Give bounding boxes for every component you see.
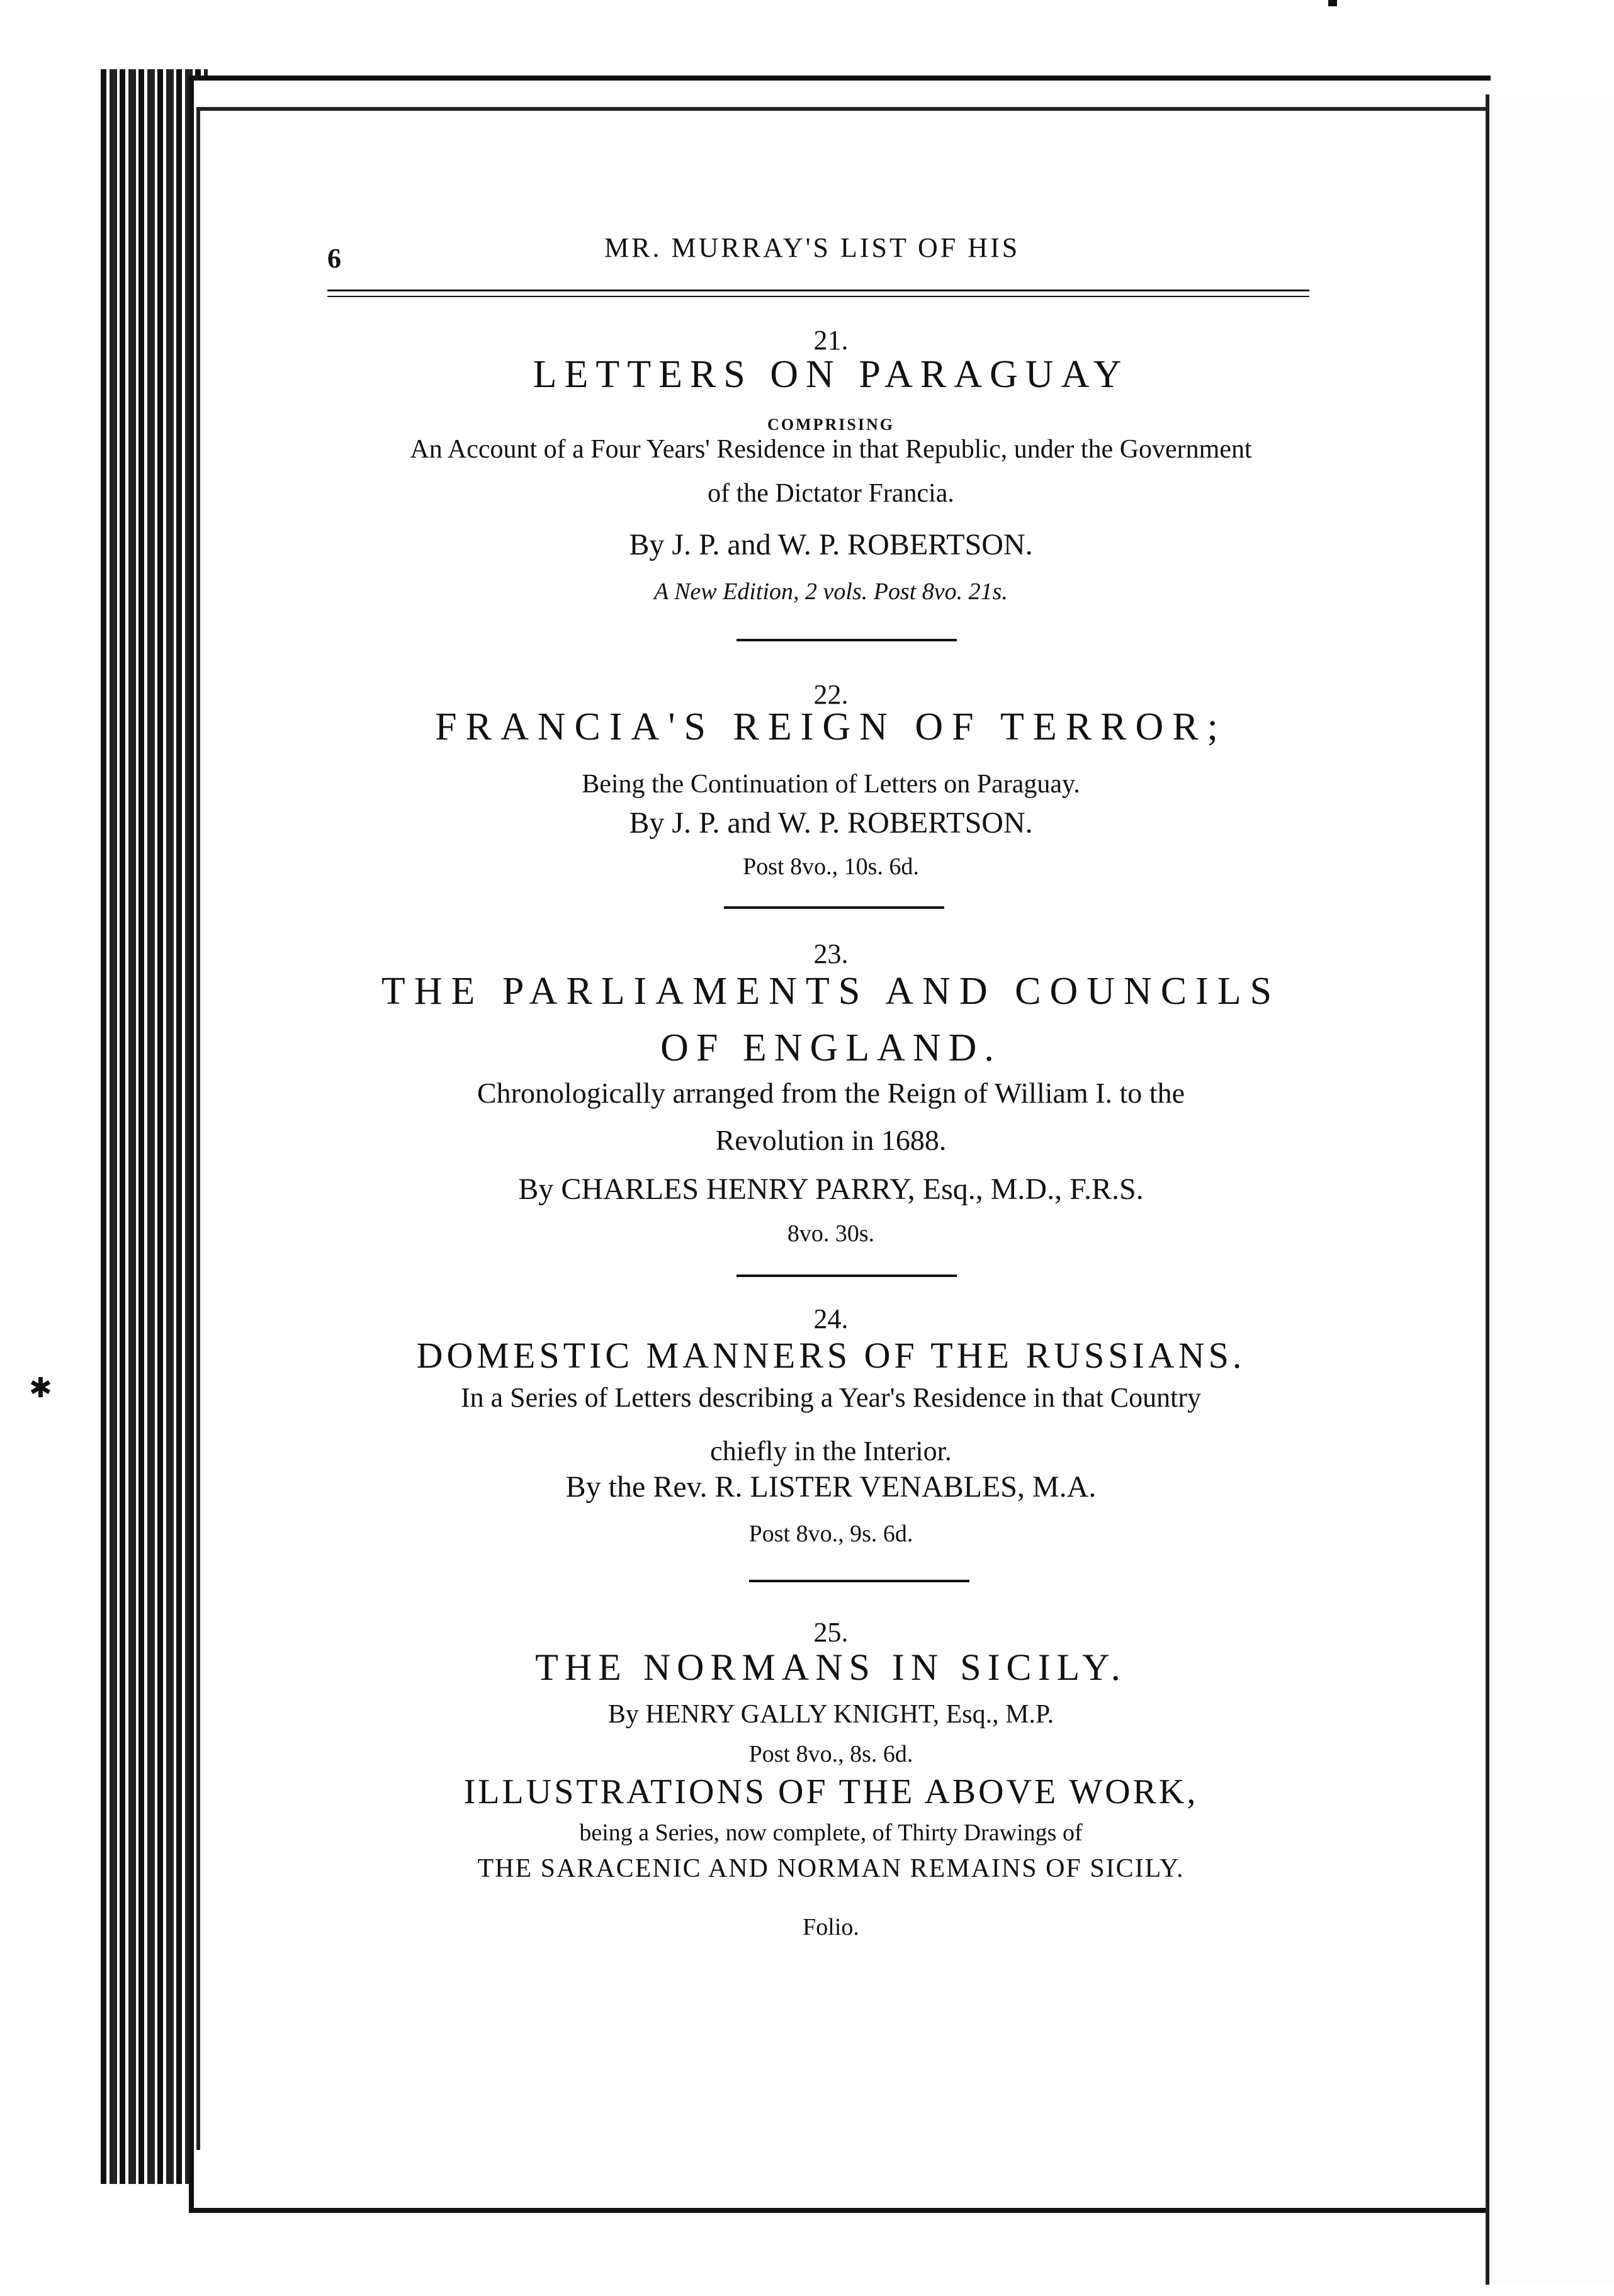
scan-speck [1328, 0, 1337, 6]
section-divider [749, 1580, 969, 1582]
header-rule-thin [327, 296, 1309, 297]
entry-description-line: In a Series of Letters describing a Year's Residence in that Country [460, 1382, 1202, 1413]
entry-title-line: OF ENGLAND. [660, 1027, 1002, 1069]
entry-price: Post 8vo., 9s. 6d. [748, 1521, 913, 1547]
entry-title: FRANCIA'S REIGN OF TERROR; [435, 706, 1227, 748]
entry-price: A New Edition, 2 vols. Post 8vo. 21s. [654, 578, 1008, 605]
entry-author: By J. P. and W. P. ROBERTSON. [629, 806, 1033, 840]
section-divider [724, 906, 944, 909]
entry-number: 21. [813, 325, 849, 356]
entry-price: Post 8vo., 8s. 6d. [748, 1741, 913, 1767]
entry-number: 22. [813, 679, 849, 710]
entry-description-line: being a Series, now complete, of Thirty Drawings of [579, 1820, 1083, 1846]
entry-author: By CHARLES HENRY PARRY, Esq., M.D., F.R.S. [518, 1173, 1144, 1206]
entry-author: By J. P. and W. P. ROBERTSON. [629, 528, 1033, 561]
entry-description-line: Chronologically arranged from the Reign of William I. to the [477, 1077, 1185, 1109]
entry-author: By HENRY GALLY KNIGHT, Esq., M.P. [607, 1700, 1054, 1729]
scan-blot-icon: ✱ [29, 1373, 52, 1404]
entry-subtitle: COMPRISING [767, 415, 894, 434]
entry-description-line: THE SARACENIC AND NORMAN REMAINS OF SICILY. [477, 1854, 1185, 1883]
page-number: 6 [327, 243, 341, 274]
entry-subtitle: ILLUSTRATIONS OF THE ABOVE WORK, [463, 1772, 1199, 1811]
section-divider [736, 1275, 957, 1277]
facing-page-edge [1486, 94, 1614, 2285]
entry-description-line: of the Dictator Francia. [708, 479, 954, 508]
entry-format: Folio. [803, 1914, 859, 1940]
entry-title: DOMESTIC MANNERS OF THE RUSSIANS. [416, 1335, 1246, 1376]
entry-title-line: THE PARLIAMENTS AND COUNCILS [381, 970, 1281, 1013]
entry-price: 8vo. 30s. [787, 1220, 875, 1247]
entry-title: THE NORMANS IN SICILY. [535, 1646, 1127, 1688]
entry-number: 25. [813, 1617, 849, 1648]
section-divider [736, 639, 957, 641]
entry-description-line: Being the Continuation of Letters on Paraguay. [582, 770, 1080, 799]
entry-description-line: An Account of a Four Years' Residence in that Republic, under the Government [410, 435, 1252, 464]
entry-number: 24. [813, 1303, 849, 1334]
entry-author: By the Rev. R. LISTER VENABLES, M.A. [565, 1470, 1097, 1504]
entry-description-line: Revolution in 1688. [715, 1124, 947, 1156]
entry-description-line: chiefly in the Interior. [710, 1436, 952, 1466]
header-rule [327, 290, 1309, 291]
entry-number: 23. [813, 938, 849, 969]
entry-price: Post 8vo., 10s. 6d. [743, 853, 919, 880]
running-head: MR. MURRAY'S LIST OF HIS [604, 232, 1020, 263]
entry-title: LETTERS ON PARAGUAY [533, 353, 1129, 396]
